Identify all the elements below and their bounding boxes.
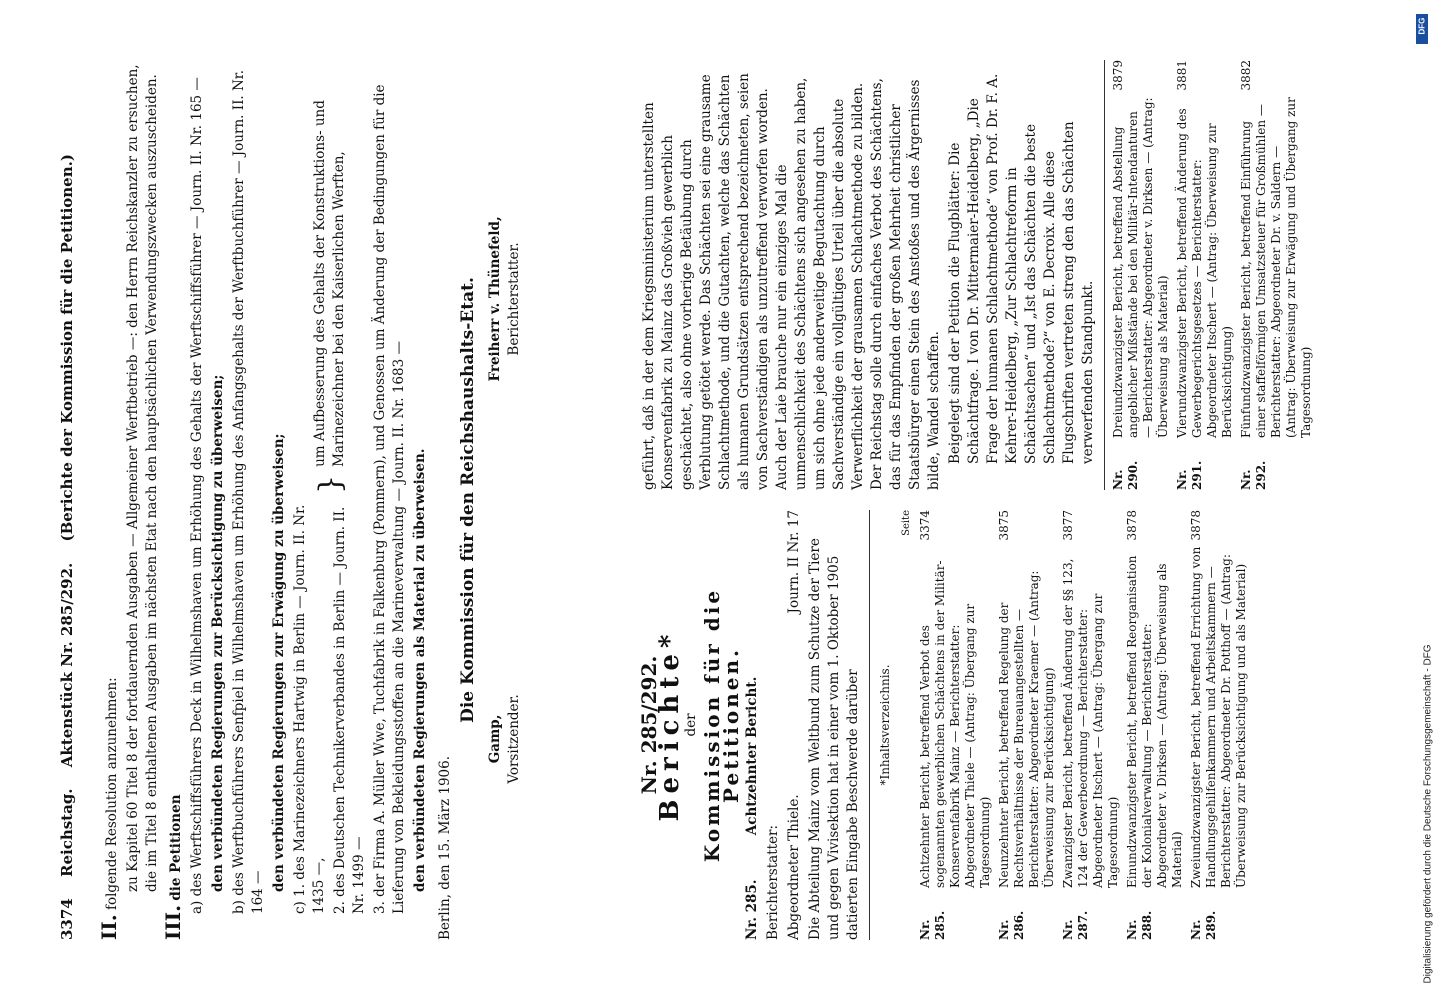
- lower-left-column: [637, 510, 1253, 940]
- item-c-block: [291, 60, 371, 940]
- item-c-right: um Aufbesserung des Gehalts der Konstruktions- und Marinezeichner bei den Kaiserlichen Werften,: [312, 100, 347, 467]
- toc-text: Neunzehnter Bericht, betreffend Regelung der Rechtsverhältnisse der Bureauangestellten — Berichterstatter: Abgeordneter Kraemer — (Antrag: Überweisung zur Berücksichtigung): [997, 570, 1056, 888]
- source-title: Reichstag.: [58, 788, 76, 878]
- section-ii-text: folgende Resolution anzunehmen:: [104, 677, 120, 911]
- footnote-title: *Inhaltsverzeichnis.: [878, 664, 892, 786]
- signatures: [480, 60, 524, 940]
- lower-right-column: [640, 60, 1318, 490]
- toc-list-right: [1111, 60, 1314, 490]
- beigelegt-text: Beigelegt sind der Petition die Flugblätter: Die Schächtfrage. I von Dr. Mittermaier-Heidelberg, „Die Frage der humanen Schlachtmethode“ von Prof. Dr. F. A. Kehrer-Heidelberg, „Zur Schlachtreform in Schächtsachen“ und „Ist das Schächten die beste Schlachtmethode?“ von E. Decroix. Alle diese Flugschriften vertreten streng den das Schächten verwerfenden Standpunkt.: [947, 73, 1096, 464]
- dfg-sidebar: [1418, 8, 1432, 998]
- intro-text: Die Abteilung Mainz vom Weltbund zum Schutze der Tiere und gegen Vivisektion hat in einer vom 1. Oktober 1905 datierten Eingabe Beschwerde darüber: [807, 538, 861, 940]
- berichterstatter-label: Berichterstatter:: [765, 824, 781, 940]
- brace-glyph: }: [313, 474, 348, 494]
- toc-number: Nr. 291.: [1175, 460, 1204, 490]
- signer-right-name: Freiherr v. Thünefeld,: [487, 216, 503, 382]
- toc-number: Nr. 289.: [1189, 910, 1218, 940]
- toc-number: Nr. 290.: [1111, 460, 1140, 490]
- toc-row: [1239, 60, 1314, 490]
- report-title: Achtzehnter Bericht.: [744, 676, 760, 836]
- toc-row: [997, 510, 1057, 940]
- toc-text: Zwanzigster Bericht, betreffend Änderung der §§ 123, 124 der Gewerbeordnung — Berichterstatter: Abgeordneter Itschert — (Antrag: Übergang zur Tagesordnung): [1061, 558, 1120, 888]
- toc-list-left: [918, 510, 1249, 940]
- toc-page: 3881: [1175, 60, 1189, 91]
- toc-number: Nr. 292.: [1239, 460, 1268, 490]
- der-label: der: [683, 713, 699, 737]
- toc-row: [1175, 60, 1235, 490]
- toc-number: Nr. 285.: [918, 910, 947, 940]
- section-iii-text: die Petitionen: [168, 794, 184, 901]
- item-c-action: den verbündeten Regierungen als Material zu überweisen.: [412, 448, 428, 892]
- journal-ref: Journ. II Nr. 17: [786, 510, 802, 614]
- toc-number: Nr. 286.: [997, 910, 1026, 940]
- signer-left-name: Gamp,: [487, 714, 503, 764]
- toc-text: Vierundzwanzigster Bericht, betreffend Änderung des Gewerbegerichtsgesetzes — Berichterstatter: Abgeordneter Itschert — (Antrag: Überweisung zur Berücksichtigung): [1175, 108, 1234, 438]
- toc-row: [1061, 510, 1121, 940]
- item-c2: 2. des Deutschen Technikerverbandes in Berlin — Journ. II. Nr. 1499 —: [332, 506, 367, 914]
- signer-right-role: Berichterstatter.: [506, 242, 522, 356]
- toc-page: 3882: [1239, 60, 1253, 91]
- item-c1: c) 1. des Marinezeichners Hartwig in Berlin — Journ. II. Nr. 1435 —,: [292, 504, 327, 914]
- seite-label: Seite: [901, 510, 912, 536]
- toc-text: Fünfundzwanzigster Bericht, betreffend Einführung einer staffelförmigen Umsatzsteuer für Großmühlen — Berichterstatter: Abgeordneter Dr. v. Saldern — (Antrag: Überweisung zur Erwägung und Übergang zur Tagesordnung): [1239, 97, 1313, 438]
- toc-page: 3877: [1061, 510, 1075, 541]
- toc-text: Dreiundzwanzigster Bericht, betreffend Abstellung angeblicher Mißstände bei den Militär-Intendanturen — Berichterstatter: Abgeordneter v. Dirksen — (Antrag: Überweisung als Material): [1111, 97, 1170, 438]
- toc-row: [1111, 60, 1171, 490]
- dfg-notice: Digitalisierung gefördert durch die Deutsche Forschungsgemeinschaft - DFG: [1422, 644, 1434, 984]
- divider-right: [1104, 60, 1105, 490]
- toc-page: 3878: [1125, 510, 1139, 541]
- signer-left-role: Vorsitzender.: [506, 694, 522, 784]
- page-header: [58, 60, 76, 940]
- actenstueck-title: Aktenstück Nr. 285/292.: [58, 562, 76, 768]
- item-b: b) des Werftbuchführers Senfpiel in Wilhelmshaven um Erhöhung des Anfangsgehalts der Werftbuchführer — Journ. II. Nr. 164 —: [231, 69, 266, 914]
- toc-row: [1189, 510, 1249, 940]
- toc-page: 3878: [1189, 510, 1203, 541]
- section-iii-marker: III.: [161, 904, 185, 940]
- toc-page: 3879: [1111, 60, 1125, 91]
- toc-number: Nr. 288.: [1125, 910, 1154, 940]
- toc-page: 3374: [918, 510, 932, 541]
- toc-text: Einundzwanzigster Bericht, betreffend Reorganisation der Kolonialverwaltung — Berichterstatter: Abgeordneter v. Dirksen — (Antrag: Überweisung als Material): [1125, 555, 1184, 888]
- item-b-action: den verbündeten Regierungen zur Erwägung zu überweisen;: [271, 433, 287, 892]
- item-a: a) des Werftschiffsführers Deck in Wilhelmshaven um Erhöhung des Gehalts der Werftschiffsführer — Journ. II. Nr. 165 —: [189, 77, 205, 914]
- item-a-action: den verbündeten Regierungen zur Berücksichtigung zu überweisen;: [210, 374, 226, 892]
- item-c3: 3. der Firma A. Müller Wwe, Tuchfabrik in Falkenburg (Pommern), und Genossen um Änderung der Bedingungen für die Lieferung von Bekleidungsstoffen an die Marineverwaltung — Journ. II. Nr. 1683 —: [372, 84, 407, 914]
- upper-column: [97, 60, 524, 940]
- kommission-title: Kommission für die Petitionen.: [700, 587, 743, 863]
- signature-right: [486, 216, 524, 381]
- header-subtitle: (Berichte der Kommission für die Petitionen.): [58, 154, 76, 542]
- date-line: Berlin, den 15. März 1906.: [437, 755, 453, 940]
- toc-page: 3875: [997, 510, 1011, 541]
- nr-title: Nr. 285/292.: [637, 655, 661, 795]
- toc-number: Nr. 287.: [1061, 910, 1090, 940]
- toc-row: [918, 510, 993, 940]
- commission-line: Die Kommission für den Reichshaushalts-Etat.: [458, 277, 478, 723]
- resolution-text: zu Kapitel 60 Titel 8 der fortdauernden Ausgaben — Allgemeiner Werftbetrieb —: den Herrn Reichskanzler zu ersuchen, die im Titel 8 enthaltenen Ausgaben im nächsten Etat nach den hauptsächlichen Verwendungszwecken auszuscheiden.: [125, 64, 160, 892]
- divider: [869, 510, 870, 940]
- toc-text: Achtzehnter Bericht, betreffend Verbot des sogenannten gewerblichen Schächtens in der Militär-Konservenfabrik Mainz — Berichterstatter: Abgeordneter Thiele — (Antrag: Übergang zur Tagesordnung): [918, 560, 992, 888]
- section-ii-marker: II.: [97, 914, 121, 940]
- main-title: Berichte*: [655, 628, 685, 822]
- continued-text: geführt, daß in der dem Kriegsministerium unterstellten Konservenfabrik zu Mainz das Großvieh gewerblich geschächtet, also ohne vorherige Betäubung durch Verblutung getötet werde. Das Schächten sei eine grausame Schlachtmethode, und die Gutachten, welche das Schächten als humanen Grundsätzen entsprechend bezeichneten, seien von Sachverständigen als unzutreffend verworfen worden. Auch der Laie brauche nur ein einziges Mal die unmenschlichkeit des Schächtens sich angesehen zu haben, um sich ohne jede anderweitige Begutachtung durch Sachverständige ein vollgültiges Urteil über die absolute Verwerflichkeit der grausamen Schlachtmethode zu bilden. Der Reichstag solle durch einfaches Verbot des Schächtens, das für das Empfinden der großen Mehrheit christlicher Staatsbürger einen Stein des Anstoßes und des Ärgernisses bilde, Wandel schaffen.: [641, 73, 942, 490]
- dfg-logo: DFG: [1416, 14, 1428, 44]
- toc-text: Zweiundzwanzigster Bericht, betreffend Errichtung von Handlungsgehilfenkammern und Arbeitskammern — Berichterstatter: Abgeordneter Dr. Potthoff — (Antrag: Überweisung zur Berücksichtigung und als Material): [1189, 546, 1248, 888]
- signature-left: [486, 694, 524, 783]
- nr285-label: Nr. 285.: [744, 879, 760, 940]
- berichterstatter-name: Abgeordneter Thiele.: [786, 794, 802, 940]
- page-number: 3374: [58, 898, 76, 940]
- toc-row: [1125, 510, 1185, 940]
